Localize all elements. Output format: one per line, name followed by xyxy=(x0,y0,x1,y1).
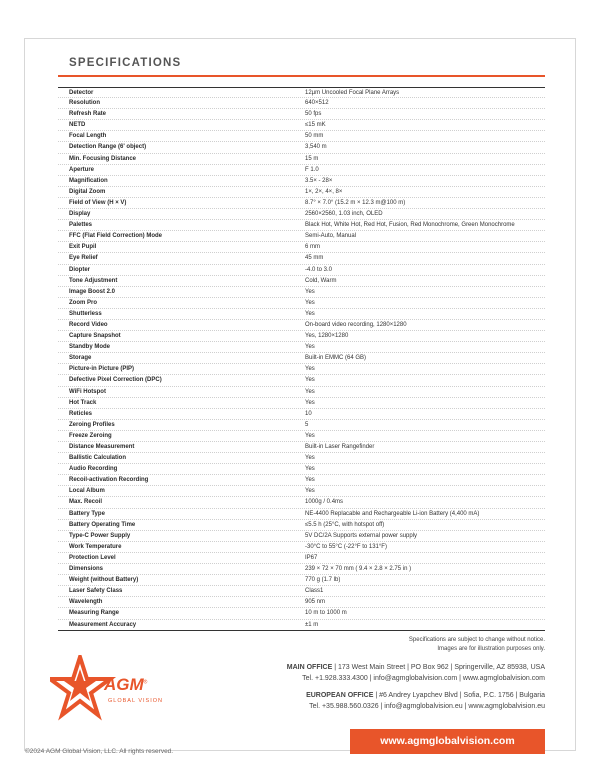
spec-value: Cold, Warm xyxy=(305,277,337,284)
spec-row xyxy=(58,420,545,431)
spec-label: Focal Length xyxy=(69,133,107,140)
specifications-table xyxy=(58,87,545,631)
spec-value: On-board video recording, 1280×1280 xyxy=(305,321,407,328)
spec-value: 5 xyxy=(305,421,309,428)
spec-row xyxy=(58,575,545,586)
spec-label: Detection Range (6' object) xyxy=(69,144,147,151)
spec-label: Dimensions xyxy=(69,566,104,573)
spec-value: NE-4400 Replacable and Rechargeable Li-ion Battery (4,400 mA) xyxy=(305,510,480,517)
spec-row xyxy=(58,486,545,497)
spec-value: IP67 xyxy=(305,554,318,561)
spec-label: Battery Type xyxy=(69,510,105,517)
spec-label: Tone Adjustment xyxy=(69,277,118,284)
spec-label: Max. Recoil xyxy=(69,499,103,506)
disclaimer-line: Images are for illustration purposes only. xyxy=(437,645,545,652)
spec-value: Built-in Laser Rangefinder xyxy=(305,444,375,450)
spec-value: F 1.0 xyxy=(305,166,319,173)
spec-row xyxy=(58,342,545,353)
spec-label: Eye Relief xyxy=(69,255,98,262)
spec-label: Protection Level xyxy=(69,554,116,561)
spec-label: Exit Pupil xyxy=(69,244,97,251)
spec-value: 8.7° × 7.0° (15.2 m × 12.3 m@100 m) xyxy=(305,199,406,206)
spec-row xyxy=(58,154,545,165)
spec-row xyxy=(58,253,545,264)
spec-value: 5V DC/2A Supports external power supply xyxy=(305,532,418,539)
spec-value: Built-in EMMC (64 GB) xyxy=(305,355,367,362)
spec-label: Ballistic Calculation xyxy=(69,455,127,462)
spec-label: Laser Safety Class xyxy=(69,588,123,595)
spec-label: Measurement Accuracy xyxy=(69,621,137,628)
spec-row xyxy=(58,87,545,98)
website-link[interactable]: www.agmglobalvision.com xyxy=(350,729,545,754)
title-rule xyxy=(58,75,545,77)
spec-label: Measuring Range xyxy=(69,610,120,617)
spec-row xyxy=(58,509,545,520)
spec-value: 50 mm xyxy=(305,133,324,140)
spec-label: Refresh Rate xyxy=(69,111,107,118)
spec-row xyxy=(58,553,545,564)
european-office xyxy=(306,690,545,712)
spec-value: 770 g (1.7 lb) xyxy=(305,577,341,584)
spec-value: Yes xyxy=(305,477,315,484)
copyright: ©2024 AGM Global Vision, LLC. All rights reserved. xyxy=(25,748,174,755)
spec-label: Zeroing Profiles xyxy=(69,421,115,428)
spec-row xyxy=(58,165,545,176)
spec-row xyxy=(58,120,545,131)
spec-value: 2560×2560, 1.03 inch, OLED xyxy=(305,211,383,218)
disclaimer xyxy=(409,636,545,653)
page-title: SPECIFICATIONS xyxy=(69,57,182,69)
spec-row xyxy=(58,309,545,320)
spec-value: -30°C to 55°C (-22°F to 131°F) xyxy=(305,543,387,550)
main-office xyxy=(287,662,545,684)
spec-label: NETD xyxy=(69,122,86,129)
spec-label: Aperture xyxy=(69,166,95,173)
spec-row xyxy=(58,276,545,287)
spec-row xyxy=(58,287,545,298)
spec-row xyxy=(58,331,545,342)
spec-label: Zoom Pro xyxy=(69,299,97,306)
main-office-contact: Tel. +1.928.333.4300 | info@agmglobalvision.com | www.agmglobalvision.com xyxy=(302,675,545,682)
spec-label: Palettes xyxy=(69,222,93,229)
spec-row xyxy=(58,220,545,231)
spec-label: Record Video xyxy=(69,321,108,328)
spec-row xyxy=(58,131,545,142)
spec-value: Yes xyxy=(305,488,315,495)
spec-row xyxy=(58,409,545,420)
spec-row xyxy=(58,387,545,398)
spec-value: 3.5× - 28× xyxy=(305,177,333,184)
spec-label: Type-C Power Supply xyxy=(69,532,131,539)
spec-row xyxy=(58,597,545,608)
spec-value: 3,540 m xyxy=(305,144,327,151)
spec-value: Yes xyxy=(305,432,315,439)
main-office-heading: MAIN OFFICE xyxy=(286,664,333,671)
spec-row xyxy=(58,353,545,364)
spec-label: FFC (Flat Field Correction) Mode xyxy=(69,233,162,240)
spec-value: Yes xyxy=(305,388,315,395)
spec-row xyxy=(58,242,545,253)
spec-value: -4.0 to 3.0 xyxy=(305,266,333,273)
spec-value: ±1 m xyxy=(305,621,319,628)
spec-row xyxy=(58,497,545,508)
spec-row xyxy=(58,453,545,464)
logo-registered: ® xyxy=(143,679,148,686)
spec-label: Resolution xyxy=(69,100,100,107)
spec-label: Magnification xyxy=(69,177,108,184)
spec-row xyxy=(58,187,545,198)
spec-label: Weight (without Battery) xyxy=(69,577,139,584)
spec-row xyxy=(58,464,545,475)
spec-row xyxy=(58,298,545,309)
spec-value: Yes xyxy=(305,344,315,351)
spec-label: Field of View (H × V) xyxy=(69,199,127,206)
spec-row xyxy=(58,231,545,242)
spec-row xyxy=(58,564,545,575)
spec-value: Black Hot, White Hot, Red Hot, Fusion, Red Monochrome, Green Monochrome xyxy=(305,222,515,229)
spec-value: Class1 xyxy=(305,588,324,595)
eu-office-heading: EUROPEAN OFFICE xyxy=(306,692,374,699)
spec-value: 15 m xyxy=(305,155,319,162)
spec-label: Hot Track xyxy=(69,399,97,406)
spec-label: Audio Recording xyxy=(69,466,118,473)
spec-value: 6 mm xyxy=(305,244,320,251)
spec-row xyxy=(58,531,545,542)
spec-label: Standby Mode xyxy=(69,344,111,351)
eu-office-contact: Tel. +35.988.560.0326 | info@agmglobalvision.eu | www.agmglobalvision.eu xyxy=(309,703,545,710)
spec-label: Recoil-activation Recording xyxy=(69,477,149,484)
spec-value: Yes xyxy=(305,466,315,473)
spec-row xyxy=(58,475,545,486)
spec-label: Detector xyxy=(69,90,94,96)
spec-value: 1000g / 0.4ms xyxy=(305,499,344,506)
spec-value: Yes xyxy=(305,455,315,462)
spec-row xyxy=(58,265,545,276)
spec-value: ≤5.5 h (25°C, with hotspot off) xyxy=(305,521,385,528)
spec-label: Shutterless xyxy=(69,310,102,317)
spec-label: Wavelength xyxy=(69,599,103,606)
spec-row xyxy=(58,198,545,209)
spec-value: 45 mm xyxy=(305,255,324,262)
disclaimer-line: Specifications are subject to change without notice. xyxy=(408,637,545,643)
spec-label: Distance Measurement xyxy=(69,444,135,450)
spec-row xyxy=(58,586,545,597)
spec-row xyxy=(58,608,545,619)
spec-row xyxy=(58,375,545,386)
spec-row xyxy=(58,142,545,153)
spec-row xyxy=(58,320,545,331)
spec-label: WiFi Hotspot xyxy=(69,388,106,395)
spec-value: Yes xyxy=(305,399,315,406)
spec-value: 1×, 2×, 4×, 8× xyxy=(305,188,343,195)
spec-value: 50 fps xyxy=(305,111,322,118)
spec-value: 10 xyxy=(305,410,312,417)
spec-label: Storage xyxy=(69,355,92,362)
spec-row xyxy=(58,542,545,553)
spec-label: Reticles xyxy=(69,410,93,417)
spec-row xyxy=(58,442,545,453)
spec-row xyxy=(58,431,545,442)
spec-value: Yes xyxy=(305,288,315,295)
spec-value: Semi-Auto, Manual xyxy=(305,233,357,240)
spec-label: Capture Snapshot xyxy=(69,333,121,340)
spec-row xyxy=(58,209,545,220)
logo-wordmark xyxy=(104,675,147,695)
spec-value: Yes xyxy=(305,299,315,306)
spec-value: 640×512 xyxy=(305,100,329,107)
spec-row xyxy=(58,98,545,109)
spec-label: Battery Operating Time xyxy=(69,521,136,528)
spec-value: 10 m to 1000 m xyxy=(305,610,347,617)
spec-row xyxy=(58,620,545,631)
spec-value: 12µm Uncooled Focal Plane Arrays xyxy=(305,90,400,96)
spec-label: Image Boost 2.0 xyxy=(69,288,116,295)
spec-value: Yes xyxy=(305,377,315,384)
spec-value: 905 nm xyxy=(305,599,326,606)
logo-tagline: GLOBAL VISION xyxy=(108,698,163,704)
spec-label: Display xyxy=(69,211,91,218)
logo-brand: AGM xyxy=(104,675,144,694)
spec-row xyxy=(58,176,545,187)
spec-label: Diopter xyxy=(69,266,90,273)
spec-value: Yes xyxy=(305,366,315,373)
spec-label: Digital Zoom xyxy=(69,188,106,195)
spec-row xyxy=(58,364,545,375)
spec-row xyxy=(58,398,545,409)
spec-label: Freeze Zeroing xyxy=(69,432,112,439)
spec-value: Yes, 1280×1280 xyxy=(305,333,349,340)
spec-row xyxy=(58,109,545,120)
spec-label: Picture-in Picture (PIP) xyxy=(69,366,135,373)
main-office-address: | 173 West Main Street | PO Box 962 | Springerville, AZ 85938, USA xyxy=(332,664,545,671)
spec-value: 239 × 72 × 70 mm ( 9.4 × 2.8 × 2.75 in ) xyxy=(305,566,412,573)
spec-value: Yes xyxy=(305,310,315,317)
spec-row xyxy=(58,520,545,531)
spec-label: Local Album xyxy=(69,488,105,495)
spec-label: Work Temperature xyxy=(69,543,122,550)
spec-label: Defective Pixel Correction (DPC) xyxy=(69,377,162,384)
spec-value: ≤15 mK xyxy=(305,122,326,129)
spec-label: Min. Focusing Distance xyxy=(69,155,137,162)
eu-office-address: | #6 Andrey Lyapchev Blvd | Sofia, P.C. 1756 | Bulgaria xyxy=(373,692,545,699)
